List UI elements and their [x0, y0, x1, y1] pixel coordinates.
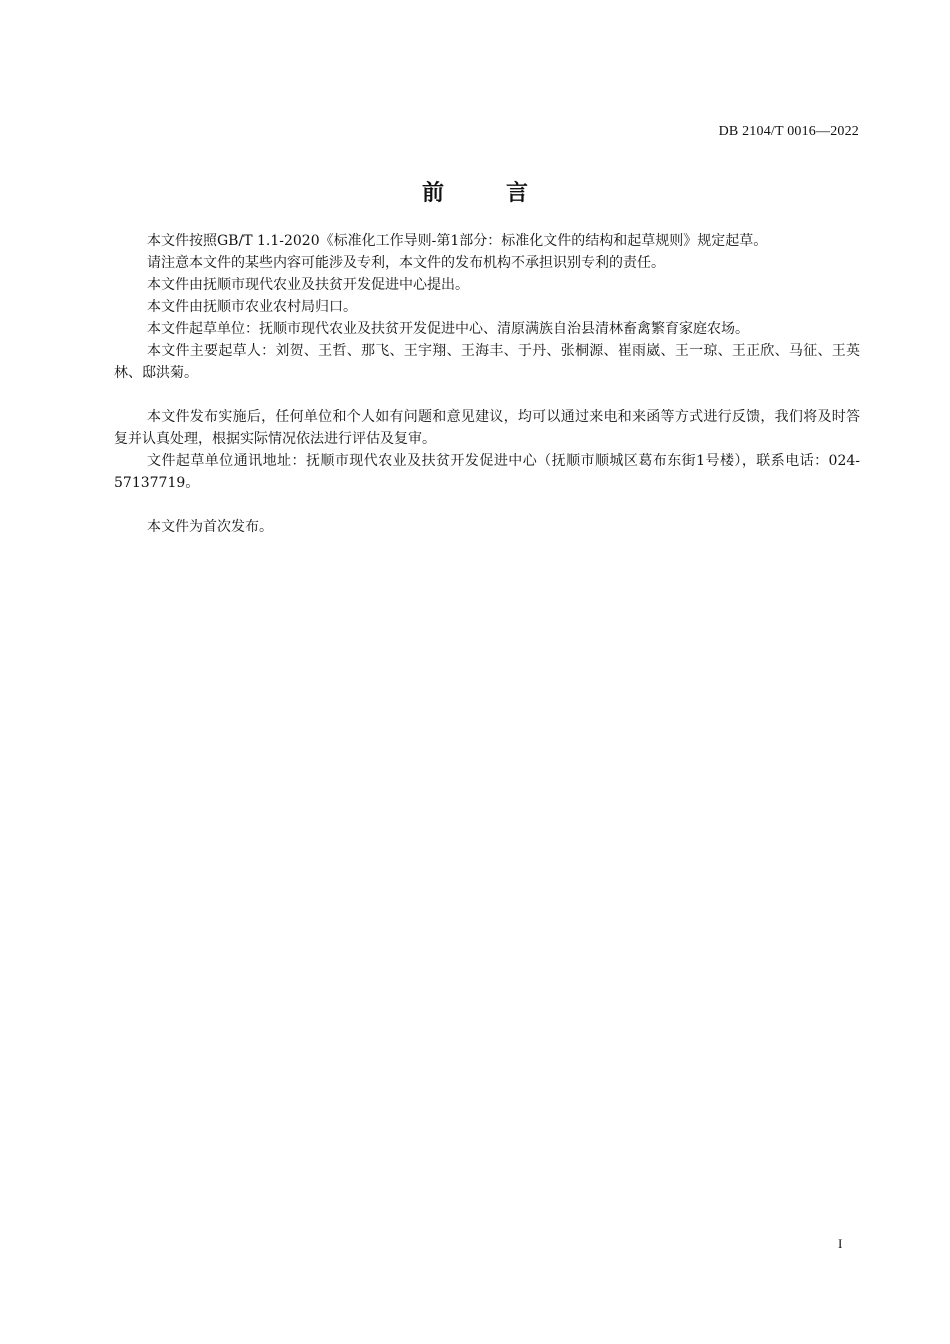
paragraph-first-release: 本文件为首次发布。	[147, 519, 273, 535]
document-code: DB 2104/T 0016—2022	[718, 124, 859, 139]
page-title	[0, 176, 950, 207]
spacer	[114, 384, 860, 406]
paragraph-main-drafters: 本文件主要起草人：刘贺、王哲、那飞、王宇翔、王海丰、于丹、张桐源、崔雨崴、王一琼、王正欣、马征、王英林、邸洪菊。	[114, 343, 860, 381]
spacer	[114, 494, 860, 516]
foreword-body	[114, 230, 860, 538]
paragraph-feedback: 本文件发布实施后，任何单位和个人如有问题和意见建议，均可以通过来电和来函等方式进行反馈，我们将及时答复并认真处理，根据实际情况依法进行评估及复审。	[114, 409, 860, 447]
title-char-2: 言	[506, 181, 529, 206]
paragraph-drafting-rules: 本文件按照GB/T 1.1-2020《标准化工作导则-第1部分：标准化文件的结构和起草规则》规定起草。	[147, 233, 768, 249]
page-number: I	[838, 1236, 843, 1251]
paragraph-administrator: 本文件由抚顺市农业农村局归口。	[147, 299, 357, 315]
paragraph-patent-notice: 请注意本文件的某些内容可能涉及专利，本文件的发布机构不承担识别专利的责任。	[147, 255, 665, 271]
title-char-1: 前	[421, 181, 444, 206]
paragraph-contact-address: 文件起草单位通讯地址：抚顺市现代农业及扶贫开发促进中心（抚顺市顺城区葛布东街1号楼），联系电话：024-57137719。	[114, 453, 860, 491]
paragraph-drafting-units: 本文件起草单位：抚顺市现代农业及扶贫开发促进中心、清原满族自治县清林畜禽繁育家庭农场。	[147, 321, 749, 337]
paragraph-proposer: 本文件由抚顺市现代农业及扶贫开发促进中心提出。	[147, 277, 469, 293]
